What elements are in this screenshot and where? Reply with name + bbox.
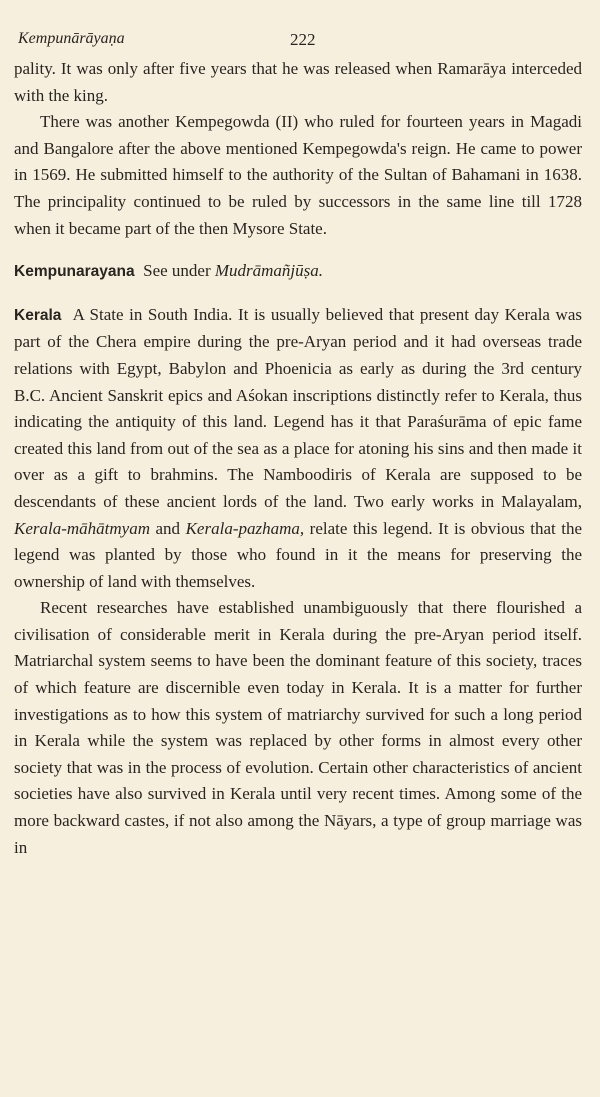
paragraph-kempegowda-ii: There was another Kempegowda (II) who ruled for fourteen years in Magadi and Bangalore after the above mentioned Kempegowda's reign. He came to power in 1569. He submitted himself to the authority of the Sultan of Bahamani in 1638. The principality continued to be ruled by successors in the same line till 1728 when it became part of the then Mysore State. bbox=[14, 112, 582, 238]
paragraph-continuation: pality. It was only after five years that he was released when Ramarāya interceded with the king. bbox=[14, 59, 582, 105]
entry-term: Kerala bbox=[14, 306, 62, 324]
work-title: Kerala-pazhama, bbox=[185, 518, 305, 538]
page-number: 222 bbox=[290, 30, 316, 49]
entry-kempunarayana bbox=[14, 258, 582, 286]
paragraph-recent-researches: Recent researches have established unambiguously that there flourished a civilisation of considerable merit in Kerala during the pre-Aryan period itself. Matriarchal system seems to have been the dominant feature of this society, traces of which feature are discernible even today in Kerala. It is a matter for further investigations as to how this system of matriarchy survived for such a long period in Kerala while the system was replaced by other forms in almost every other society that was in the process of evolution. Certain other characteristics of ancient societies have also survived in Kerala until very recent times. Among some of the more backward castes, if not also among the Nāyars, a type of group marriage was in bbox=[14, 598, 582, 857]
page-body bbox=[14, 56, 582, 861]
entry-term: Kempunarayana bbox=[14, 263, 135, 281]
entry-text: relate this legend. It is obvious that the legend was planted by those who found in it the means for preserving the ownership of land with themselves. bbox=[14, 518, 583, 591]
entry-kerala bbox=[14, 302, 582, 596]
running-head: Kempunārāyaṇa bbox=[18, 30, 125, 47]
conjunction: and bbox=[155, 518, 181, 538]
page-header bbox=[14, 0, 582, 56]
cross-reference: Mudrāmañjūṣa. bbox=[214, 261, 324, 281]
entry-text: A State in South India. It is usually believed that present day Kerala was part of the Chera empire during the pre-Aryan period and it had overseas trade relations with Egypt, Babylon and Phoenicia as early as during the 3rd century B.C. Ancient Sanskrit epics and Aśokan inscriptions distinctly refer to Kerala, thus indicating the antiquity of this land. Legend has it that Paraśurāma of epic fame created this land from out of the sea as a place for atoning his sins and then made it over as a gift to brahmins. The Namboodiris of Kerala are supposed to be descendants of these ancient lords of the land. Two early works in Malayalam, bbox=[14, 304, 582, 511]
work-title: Kerala-māhātmyam bbox=[14, 518, 150, 538]
entry-text: See under bbox=[143, 261, 211, 281]
